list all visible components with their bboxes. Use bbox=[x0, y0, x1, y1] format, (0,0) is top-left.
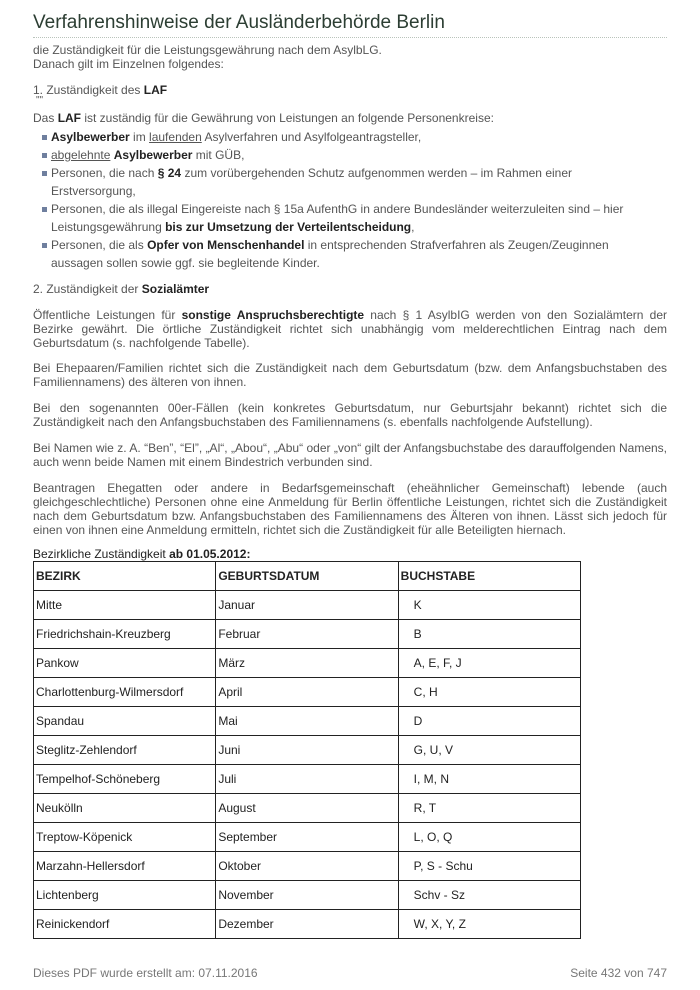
table-row bbox=[34, 736, 581, 765]
cell-buchstabe: L, O, Q bbox=[398, 823, 580, 852]
page-title: Verfahrenshinweise der Ausländerbehörde Berlin bbox=[33, 12, 445, 33]
paragraph-ehepaare: Bei Ehepaaren/Familien richtet sich die Zuständigkeit nach dem Geburtsdatum (bzw. dem Anfangsbuchstaben des Familiennamens) des älteren von ihnen. bbox=[33, 361, 667, 389]
bullet-bold: bis zur Umsetzung der Verteilentscheidung bbox=[165, 220, 412, 234]
laf-person-list bbox=[42, 128, 652, 272]
cell-bezirk: Reinickendorf bbox=[34, 910, 216, 939]
cell-buchstabe: D bbox=[398, 707, 580, 736]
bullet-bold: Asylbewerber bbox=[51, 130, 130, 144]
list-item bbox=[42, 146, 652, 164]
bullet-text: zum vorübergehenden Schutz aufgenommen werden – im Rahmen einer Erstversorgung, bbox=[51, 166, 572, 198]
table-row bbox=[34, 910, 581, 939]
paragraph-00er-faelle: Bei den sogenannten 00er-Fällen (kein konkretes Geburtsdatum, nur Geburtsjahr bekannt) richtet sich die Zuständigkeit nach den Anfangsbuchstaben des Familiennamens (s. ebenfalls nachfolgende Aufstellung). bbox=[33, 401, 667, 429]
cell-geburtsdatum: Mai bbox=[216, 707, 398, 736]
table-row bbox=[34, 881, 581, 910]
footer-created-date: Dieses PDF wurde erstellt am: 07.11.2016 bbox=[33, 966, 258, 980]
table-header-row bbox=[34, 562, 581, 591]
cell-bezirk: Spandau bbox=[34, 707, 216, 736]
cell-geburtsdatum: November bbox=[216, 881, 398, 910]
laf-intro-bold: LAF bbox=[57, 111, 82, 125]
laf-intro-pre: Das bbox=[33, 111, 58, 125]
bullet-text: Personen, die nach bbox=[51, 166, 158, 180]
cell-geburtsdatum: Juni bbox=[216, 736, 398, 765]
table-row bbox=[34, 794, 581, 823]
bullet-square-icon bbox=[42, 207, 47, 212]
cell-buchstabe: B bbox=[398, 620, 580, 649]
column-header-bezirk: BEZIRK bbox=[34, 562, 216, 591]
bullet-bold: Opfer von Menschenhandel bbox=[147, 238, 305, 252]
bullet-bold: § 24 bbox=[157, 166, 182, 180]
footer-page-number: Seite 432 von 747 bbox=[570, 966, 667, 980]
cell-geburtsdatum: September bbox=[216, 823, 398, 852]
list-item bbox=[42, 164, 652, 200]
bullet-text: Asylverfahren und Asylfolgeantragsteller, bbox=[201, 130, 422, 144]
table-row bbox=[34, 707, 581, 736]
column-header-geburtsdatum: GEBURTSDATUM bbox=[216, 562, 398, 591]
cell-buchstabe: A, E, F, J bbox=[398, 649, 580, 678]
table-row bbox=[34, 649, 581, 678]
cell-bezirk: Lichtenberg bbox=[34, 881, 216, 910]
cell-buchstabe: R, T bbox=[398, 794, 580, 823]
paragraph-namenszusaetze: Bei Namen wie z. A. “Ben”, “El”, „Al“, „Abou“, „Abu“ oder „von“ gilt der Anfangsbuchstabe des darauffolgenden Namens, auch wenn beide Namen mit einem Bindestrich verbunden sind. bbox=[33, 441, 667, 469]
paragraph-text: nach § 1 AsylbIG werden von den Sozialämtern der Bezirke gewährt. Die örtliche Zuständigkeit richtet sich unabhängig vom melderechtlichen Eintrag nach dem Geburtsdatum (s. nachfolgende Tabelle). bbox=[33, 308, 668, 350]
section-2-heading-prefix: 2. Zuständigkeit der bbox=[33, 282, 142, 296]
table-body bbox=[34, 591, 581, 939]
section-1-heading-prefix: 1. Zuständigkeit des bbox=[33, 83, 144, 97]
bullet-square-icon bbox=[42, 243, 47, 248]
table-row bbox=[34, 852, 581, 881]
list-item bbox=[42, 236, 652, 272]
laf-intro bbox=[33, 111, 667, 125]
cell-geburtsdatum: Januar bbox=[216, 591, 398, 620]
cell-bezirk: Mitte bbox=[34, 591, 216, 620]
cell-buchstabe: K bbox=[398, 591, 580, 620]
title-divider bbox=[33, 37, 667, 38]
table-row bbox=[34, 678, 581, 707]
paragraph-sozialaemter bbox=[33, 308, 667, 350]
bullet-underline: abgelehnte bbox=[51, 148, 111, 162]
list-item bbox=[42, 200, 652, 236]
cell-geburtsdatum: August bbox=[216, 794, 398, 823]
cell-bezirk: Friedrichshain-Kreuzberg bbox=[34, 620, 216, 649]
cell-geburtsdatum: Februar bbox=[216, 620, 398, 649]
section-1-mark: "" bbox=[36, 95, 44, 106]
section-1-heading bbox=[33, 83, 667, 97]
section-2-heading-bold: Sozialämter bbox=[141, 282, 210, 296]
cell-buchstabe: I, M, N bbox=[398, 765, 580, 794]
cell-bezirk: Marzahn-Hellersdorf bbox=[34, 852, 216, 881]
bullet-text: in entsprechenden Strafverfahren als Zeugen/Zeuginnen aussagen sollen sowie ggf. sie begleitende Kinder. bbox=[51, 238, 609, 270]
bullet-text: mit GÜB, bbox=[192, 148, 245, 162]
intro-text bbox=[33, 43, 667, 71]
bullet-text: im bbox=[129, 130, 150, 144]
district-table bbox=[33, 561, 581, 939]
bullet-square-icon bbox=[42, 135, 47, 140]
cell-bezirk: Pankow bbox=[34, 649, 216, 678]
paragraph-bedarfsgemeinschaft: Beantragen Ehegatten oder andere in Bedarfsgemeinschaft (eheähnlicher Gemeinschaft) lebende (auch gleichgeschlechtliche) Personen ohne eine Anmeldung für Berlin öffentliche Leistungen, richtet sich die Zuständigkeit nach dem Geburtsdatum bzw. Anfangsbuchstaben des Familiennamens des Älteren von ihnen. Lässt sich jedoch für einen von ihnen eine Anmeldung ermitteln, richtet sich die Zuständigkeit für alle Beteiligten hiernach. bbox=[33, 481, 667, 537]
bullet-square-icon bbox=[42, 171, 47, 176]
cell-bezirk: Tempelhof-Schöneberg bbox=[34, 765, 216, 794]
bullet-underline: laufenden bbox=[149, 130, 202, 144]
cell-buchstabe: G, U, V bbox=[398, 736, 580, 765]
column-header-buchstabe: BUCHSTABE bbox=[398, 562, 580, 591]
table-caption bbox=[33, 547, 250, 561]
bullet-text: Personen, die als bbox=[51, 238, 148, 252]
list-item bbox=[42, 128, 652, 146]
cell-geburtsdatum: Oktober bbox=[216, 852, 398, 881]
cell-geburtsdatum: April bbox=[216, 678, 398, 707]
table-row bbox=[34, 823, 581, 852]
table-caption-text: Bezirkliche Zuständigkeit bbox=[33, 547, 170, 561]
paragraph-bold: sonstige Anspruchsberechtigte bbox=[181, 308, 365, 322]
table-caption-bold: ab 01.05.2012: bbox=[169, 547, 251, 561]
cell-bezirk: Neukölln bbox=[34, 794, 216, 823]
bullet-bold: Asylbewerber bbox=[113, 148, 193, 162]
paragraph-text: Öffentliche Leistungen für bbox=[33, 308, 182, 322]
bullet-text: Personen, die als illegal Eingereiste nach § 15a AufenthG in andere Bundesländer weiterzuleiten sind – hier Leistungsgewährung bbox=[51, 202, 624, 234]
bullet-text: , bbox=[411, 220, 415, 234]
table-row bbox=[34, 765, 581, 794]
bullet-square-icon bbox=[42, 153, 47, 158]
intro-line-1: die Zuständigkeit für die Leistungsgewährung nach dem AsylbLG. bbox=[33, 43, 382, 57]
cell-buchstabe: C, H bbox=[398, 678, 580, 707]
cell-buchstabe: Schv - Sz bbox=[398, 881, 580, 910]
cell-bezirk: Charlottenburg-Wilmersdorf bbox=[34, 678, 216, 707]
table-row bbox=[34, 591, 581, 620]
cell-geburtsdatum: Juli bbox=[216, 765, 398, 794]
cell-buchstabe: P, S - Schu bbox=[398, 852, 580, 881]
table-row bbox=[34, 620, 581, 649]
cell-geburtsdatum: Dezember bbox=[216, 910, 398, 939]
intro-line-2: Danach gilt im Einzelnen folgendes: bbox=[33, 57, 224, 71]
laf-intro-post: ist zuständig für die Gewährung von Leistungen an folgende Personenkreise: bbox=[81, 111, 494, 125]
cell-geburtsdatum: März bbox=[216, 649, 398, 678]
cell-bezirk: Treptow-Köpenick bbox=[34, 823, 216, 852]
cell-buchstabe: W, X, Y, Z bbox=[398, 910, 580, 939]
section-2-heading bbox=[33, 282, 667, 296]
section-1-heading-bold: LAF bbox=[143, 83, 168, 97]
cell-bezirk: Steglitz-Zehlendorf bbox=[34, 736, 216, 765]
